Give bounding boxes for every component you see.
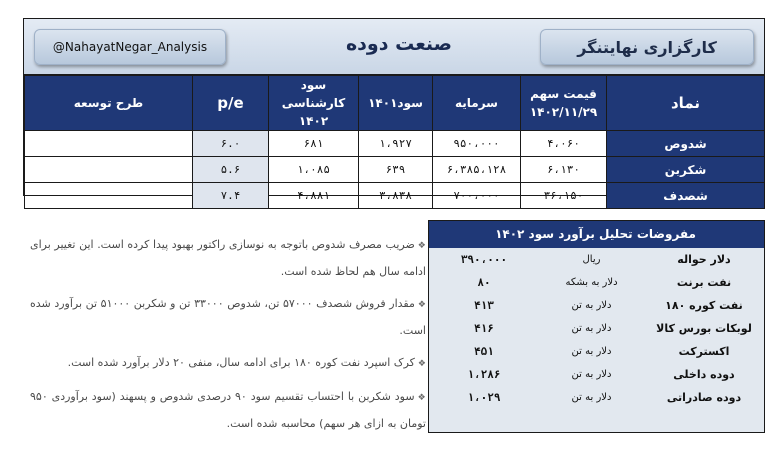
col-header-profit-1401: سود۱۴۰۱ (359, 76, 433, 131)
assumption-name: دوده داخلی (673, 368, 735, 381)
assumption-value: ۳۹۰،۰۰۰ (460, 253, 508, 266)
assumption-row (429, 340, 764, 363)
assumption-unit: دلار به تن (571, 392, 612, 403)
brokerage-name: کارگزاری نهایتنگر (577, 37, 717, 57)
cell-profit-1402: ۱،۰۸۵ (269, 157, 359, 183)
table-header-row (25, 76, 765, 131)
col-header-pe: p/e (193, 76, 269, 131)
note-text: سود شکربن با احتساب تقسیم سود ۹۰ درصدی شدوص و پسهند (سود برآوردی ۹۵۰ تومان به ازای هر سهم) محاسبه شده است. (30, 390, 426, 430)
note-item (30, 350, 426, 377)
assumption-unit: دلار به تن (571, 369, 612, 380)
bullet-icon: ❖ (417, 300, 427, 310)
col-header-price-line2: ۱۴۰۲/۱۱/۲۹ (529, 105, 598, 119)
col-header-expansion-plan: طرح توسعه (25, 76, 193, 131)
cell-expansion-plan (25, 157, 193, 183)
assumption-value: ۴۱۶ (474, 322, 494, 335)
assumption-name: دوده صادراتی (666, 391, 742, 404)
col-header-symbol: نماد (607, 76, 765, 131)
cell-symbol: شصدف (607, 183, 765, 209)
cell-pe: ۵.۶ (193, 157, 269, 183)
cell-symbol: شدوص (607, 131, 765, 157)
assumption-row (429, 271, 764, 294)
col-header-profit-1402-line2: کارشناسی ۱۴۰۲ (281, 96, 346, 128)
page-title: صنعت دوده (345, 33, 453, 55)
note-item (30, 232, 426, 284)
note-item (30, 291, 426, 343)
cell-profit-1401: ۱،۹۲۷ (359, 131, 433, 157)
assumption-name: لوبکات بورس کالا (656, 322, 752, 335)
cell-pe: ۷.۴ (193, 183, 269, 209)
assumption-value: ۸۰ (477, 276, 491, 289)
assumption-value: ۴۵۱ (474, 345, 494, 358)
cell-profit-1402: ۴،۸۸۱ (269, 183, 359, 209)
col-header-price-line1: قیمت سهم (530, 87, 597, 101)
stock-summary-panel (23, 18, 765, 203)
bullet-icon: ❖ (417, 359, 426, 369)
assumptions-panel (428, 220, 765, 433)
cell-capital: ۶،۳۸۵،۱۲۸ (433, 157, 521, 183)
note-text: مقدار فروش شصدف ۵۷۰۰۰ تن، شدوص ۳۳۰۰۰ تن و شکربن ۵۱۰۰۰ تن برآورد شده است. (30, 297, 426, 337)
analysis-notes (30, 232, 426, 443)
cell-profit-1402: ۶۸۱ (269, 131, 359, 157)
stocks-table (24, 75, 765, 209)
assumption-row (429, 294, 764, 317)
cell-expansion-plan (25, 183, 193, 209)
cell-symbol: شکربن (607, 157, 765, 183)
assumption-unit: دلار به تن (571, 300, 612, 311)
cell-expansion-plan (25, 131, 193, 157)
assumption-unit: دلار به بشکه (565, 277, 618, 288)
assumption-value: ۱،۲۸۶ (467, 368, 501, 381)
col-header-profit-1402 (269, 76, 359, 131)
assumption-unit: دلار به تن (571, 323, 612, 334)
col-header-profit-1402-line1: سود (300, 78, 327, 92)
note-text: کرک اسپرد نفت کوره ۱۸۰ برای ادامه سال، منفی ۲۰ دلار برآورد شده است. (67, 356, 415, 369)
assumption-value: ۴۱۳ (474, 299, 494, 312)
assumption-unit: ریال (582, 254, 601, 265)
assumption-row (429, 248, 764, 271)
assumption-value: ۱،۰۲۹ (467, 391, 501, 404)
cell-price: ۳۶،۱۵۰ (521, 183, 607, 209)
assumptions-title: مفروضات تحلیل برآورد سود ۱۴۰۲ (429, 221, 764, 248)
note-item (30, 384, 426, 436)
cell-profit-1401: ۶۳۹ (359, 157, 433, 183)
channel-handle-badge (34, 29, 226, 65)
cell-price: ۶،۱۳۰ (521, 157, 607, 183)
table-row (25, 157, 765, 183)
table-row (25, 183, 765, 209)
assumption-unit: دلار به تن (571, 346, 612, 357)
assumption-row (429, 363, 764, 386)
assumption-name: نفت برنت (676, 276, 732, 289)
assumption-row (429, 386, 764, 409)
col-header-price (521, 76, 607, 131)
table-row (25, 131, 765, 157)
cell-price: ۴،۰۶۰ (521, 131, 607, 157)
cell-profit-1401: ۳،۸۳۸ (359, 183, 433, 209)
brokerage-badge (540, 29, 754, 65)
cell-capital: ۹۵۰،۰۰۰ (433, 131, 521, 157)
bullet-icon: ❖ (417, 241, 426, 251)
assumption-row (429, 317, 764, 340)
cell-pe: ۶.۰ (193, 131, 269, 157)
assumption-name: نفت کوره ۱۸۰ (665, 299, 743, 312)
note-text: ضریب مصرف شدوص باتوجه به نوسازی راکتور بهبود پیدا کرده است. این تغییر برای ادامه سال هم لحاظ شده است. (30, 238, 426, 278)
header-band (24, 19, 764, 75)
bullet-icon: ❖ (417, 393, 426, 403)
col-header-capital: سرمایه (433, 76, 521, 131)
cell-capital: ۷۰۰،۰۰۰ (433, 183, 521, 209)
channel-handle: @NahayatNegar_Analysis (52, 40, 208, 54)
assumption-name: اکسترکت (678, 345, 730, 358)
assumption-name: دلار حواله (677, 253, 731, 266)
